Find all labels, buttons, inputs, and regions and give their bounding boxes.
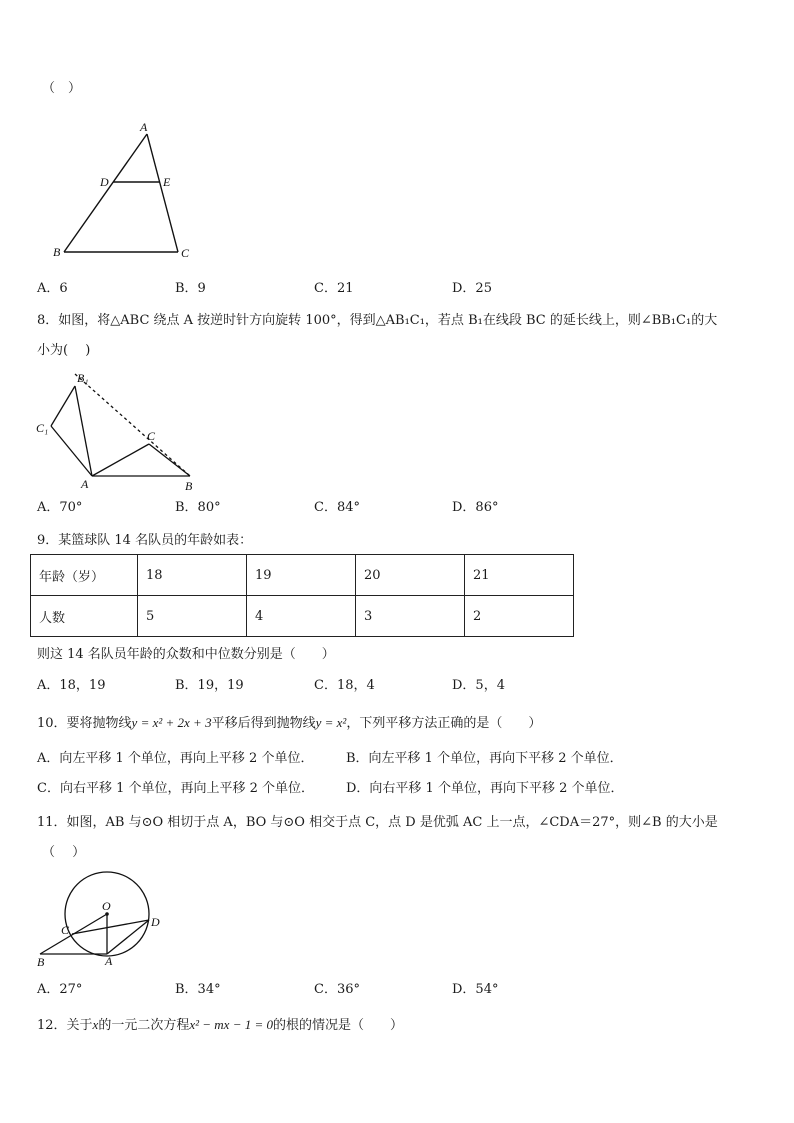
q7-option-b[interactable]: B．9 (175, 281, 206, 296)
table-cell: 21 (465, 555, 574, 596)
q10-option-c[interactable]: C．向右平移 1 个单位，再向上平移 2 个单位． (37, 781, 315, 796)
table-cell: 18 (138, 555, 247, 596)
q12-stem-middle: 的一元二次方程 (98, 1018, 190, 1033)
q7-segment-ab (64, 134, 147, 252)
q10-stem (37, 714, 541, 733)
q7-triangle-figure (50, 118, 200, 263)
q11-label-o: O (102, 899, 111, 913)
q12-stem (37, 1016, 403, 1035)
q9-option-c[interactable]: C．18，4 (314, 678, 375, 693)
q11-segment-cd (72, 920, 149, 934)
q8-segment-b1c1 (51, 386, 75, 426)
q7-option-a[interactable]: A．6 (37, 281, 68, 296)
q9-option-b[interactable]: B．19，19 (175, 678, 244, 693)
row-label-age: 年龄（岁） (31, 555, 138, 596)
q9-option-a[interactable]: A．18，19 (37, 678, 106, 693)
q11-label-c: C (61, 923, 70, 937)
q7-option-c[interactable]: C．21 (314, 281, 354, 296)
q8-segment-c1a (51, 426, 92, 476)
table-cell: 20 (356, 555, 465, 596)
row-label-count: 人数 (31, 596, 138, 637)
q10-expr-target: y = x² (315, 715, 347, 730)
q9-age-table (30, 554, 574, 637)
q8-segment-b1a (75, 386, 92, 476)
q10-stem-middle: 平移后得到抛物线 (211, 716, 316, 731)
q11-label-d: D (151, 915, 160, 929)
q10-option-d[interactable]: D．向右平移 1 个单位，再向下平移 2 个单位． (346, 781, 624, 796)
q12-stem-suffix: 的根的情况是（ ） (273, 1018, 404, 1033)
q8-segment-ac (92, 444, 149, 476)
q9-question: 则这 14 名队员年龄的众数和中位数分别是（ ） (37, 647, 335, 662)
q8-segment-cb (149, 444, 190, 476)
q11-circle-figure (30, 868, 180, 970)
q7-answer-paren: （ ） (42, 81, 82, 96)
q11-option-a[interactable]: A．27° (37, 982, 83, 997)
q7-segment-ac (147, 134, 178, 252)
q7-option-d[interactable]: D．25 (452, 281, 492, 296)
q8-label-c: C (147, 429, 156, 443)
q8-option-c[interactable]: C．84° (314, 500, 360, 515)
q8-option-a[interactable]: A．70° (37, 500, 83, 515)
q11-option-b[interactable]: B．34° (175, 982, 221, 997)
q12-variable: x (92, 1017, 99, 1032)
q11-label-b: B (37, 955, 45, 969)
table-cell: 3 (356, 596, 465, 637)
q10-option-a[interactable]: A．向左平移 1 个单位，再向上平移 2 个单位． (37, 751, 314, 766)
q7-label-a: A (140, 120, 148, 134)
q8-label-b: B (185, 479, 193, 493)
table-cell: 5 (138, 596, 247, 637)
q9-stem: 9．某篮球队 14 名队员的年龄如表： (37, 533, 253, 548)
q7-label-c: C (181, 246, 190, 260)
q7-label-b: B (53, 245, 61, 259)
q10-option-b[interactable]: B．向左平移 1 个单位，再向下平移 2 个单位． (346, 751, 623, 766)
q12-stem-prefix: 12．关于 (37, 1018, 93, 1033)
q11-option-d[interactable]: D．54° (452, 982, 499, 997)
q8-label-a: A (81, 477, 89, 491)
q10-stem-suffix: ，下列平移方法正确的是（ ） (346, 716, 542, 731)
table-row (31, 555, 574, 596)
q9-option-d[interactable]: D．5，4 (452, 678, 505, 693)
q8-option-d[interactable]: D．86° (452, 500, 499, 515)
q8-rotation-figure (35, 368, 205, 493)
q10-expr-original: y = x² + 2x + 3 (131, 715, 212, 730)
q11-stem-line1: 11．如图，AB 与⊙O 相切于点 A，BO 与⊙O 相交于点 C，点 D 是优弧 AC 上一点，∠CDA＝27°，则∠B 的大小是 (37, 815, 718, 830)
q8-label-c1: C₁ (36, 421, 49, 435)
table-cell: 19 (247, 555, 356, 596)
q11-option-c[interactable]: C．36° (314, 982, 360, 997)
q8-segment-b1c-dashed (75, 374, 190, 476)
q7-label-d: D (100, 175, 109, 189)
q11-stem-line2: （ ） (42, 845, 86, 860)
q10-stem-prefix: 10．要将抛物线 (37, 716, 132, 731)
table-cell: 2 (465, 596, 574, 637)
q8-option-b[interactable]: B．80° (175, 500, 221, 515)
q8-stem-line2: 小为( ) (37, 343, 91, 358)
table-row (31, 596, 574, 637)
q8-stem-line1: 8．如图，将△ABC 绕点 A 按逆时针方向旋转 100°，得到△AB₁C₁，若点 B₁在线段 BC 的延长线上，则∠BB₁C₁的大 (37, 313, 718, 328)
q7-label-e: E (163, 175, 171, 189)
q8-label-b1: B₁ (77, 371, 89, 385)
table-cell: 4 (247, 596, 356, 637)
q12-equation: x² − mx − 1 = 0 (189, 1017, 273, 1032)
q11-label-a: A (105, 954, 113, 968)
